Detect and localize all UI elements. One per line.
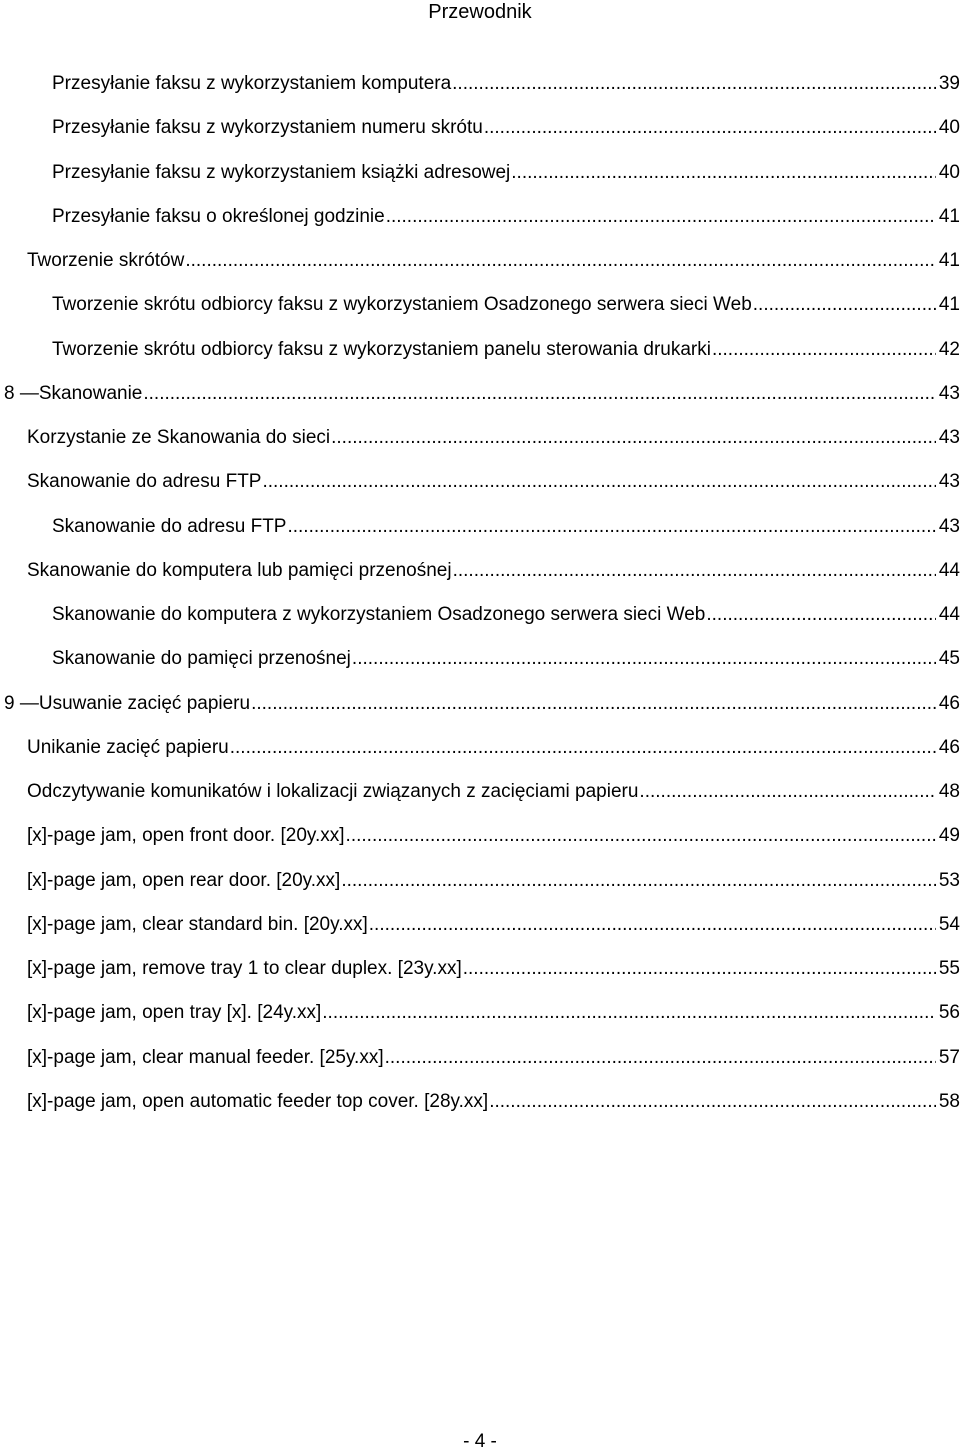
toc-dot-leader [386,195,936,239]
toc-dot-leader [706,593,936,637]
toc-entry[interactable] [27,991,960,1035]
toc-entry[interactable] [52,637,960,681]
toc-entry-page-number: 39 [938,73,960,94]
toc-dot-leader [322,991,936,1035]
toc-dot-leader [453,549,936,593]
toc-entry[interactable] [4,372,960,416]
toc-entry[interactable] [52,62,960,106]
toc-entry-title: [x]-page jam, clear standard bin. [20y.xx] [27,913,368,935]
toc-dot-leader [346,814,936,858]
toc-dot-leader [639,770,935,814]
toc-dot-leader [230,726,936,770]
toc-entry-title: 9 —Usuwanie zacięć papieru [4,692,251,714]
toc-entry[interactable] [27,859,960,903]
toc-entry-page-number: 43 [938,382,960,404]
toc-entry-title: Korzystanie ze Skanowania do sieci [27,427,331,448]
toc-entry-title: Skanowanie do komputera z wykorzystaniem Osadzonego serwera sieci Web [52,604,706,625]
toc-entry[interactable] [52,106,960,150]
toc-dot-leader [385,1036,936,1080]
toc-entry-title: [x]-page jam, open automatic feeder top cover. [28y.xx] [27,1090,489,1112]
toc-entry-page-number: 43 [938,427,960,448]
toc-dot-leader [753,283,936,327]
toc-entry-title: Skanowanie do adresu FTP [52,515,287,537]
toc-entry[interactable] [27,460,960,504]
toc-dot-leader [712,328,936,372]
toc-entry[interactable] [27,549,960,593]
toc-entry-title: 8 —Skanowanie [4,382,143,404]
toc-entry-title: [x]-page jam, open front door. [20y.xx] [27,825,345,847]
toc-entry[interactable] [27,770,960,814]
toc-entry-page-number: 40 [938,117,960,139]
toc-entry-title: Przesyłanie faksu z wykorzystaniem książki adresowej [52,161,511,183]
toc-entry-page-number: 49 [938,825,960,847]
toc-dot-leader [341,859,936,903]
page-number: - 4 - [463,1431,497,1452]
toc-entry[interactable] [27,947,960,991]
toc-entry[interactable] [52,505,960,549]
toc-entry[interactable] [27,416,960,460]
toc-entry-page-number: 45 [938,648,960,670]
toc-entry-page-number: 42 [938,338,960,360]
toc-entry-title: Przesyłanie faksu o określonej godzinie [52,205,385,227]
toc-entry[interactable] [27,903,960,947]
toc-dot-leader [143,372,935,416]
toc-entry-page-number: 41 [938,294,960,316]
toc-dot-leader [352,637,936,681]
toc-entry-title: Przesyłanie faksu z wykorzystaniem komputera [52,73,452,94]
toc-entry-page-number: 48 [938,781,960,802]
toc-entry-page-number: 57 [938,1046,960,1068]
toc-entry-page-number: 41 [938,205,960,227]
toc-entry-page-number: 55 [938,958,960,979]
toc-entry-page-number: 58 [938,1090,960,1112]
page-header-title: Przewodnik [428,1,532,23]
toc-dot-leader [262,460,935,504]
toc-entry[interactable] [52,151,960,195]
toc-entry-page-number: 53 [938,869,960,891]
toc-dot-leader [331,416,936,460]
toc-entry[interactable] [27,814,960,858]
toc-entry[interactable] [52,328,960,372]
toc-entry-title: Skanowanie do pamięci przenośnej [52,648,351,670]
toc-entry-title: Tworzenie skrótu odbiorcy faksu z wykorzystaniem Osadzonego serwera sieci Web [52,294,752,316]
toc-dot-leader [185,239,936,283]
toc-entry-page-number: 56 [938,1002,960,1024]
toc-entry-title: Tworzenie skrótu odbiorcy faksu z wykorzystaniem panelu sterowania drukarki [52,338,711,360]
toc-entry-page-number: 43 [938,471,960,493]
toc-entry[interactable] [52,593,960,637]
toc-entry-title: Skanowanie do komputera lub pamięci przenośnej [27,559,452,581]
toc-entry-title: Unikanie zacięć papieru [27,736,229,758]
toc-entry-page-number: 43 [938,515,960,537]
toc-entry-title: Skanowanie do adresu FTP [27,471,262,493]
toc-entry-page-number: 40 [938,161,960,183]
toc-entry-page-number: 44 [938,559,960,581]
toc-entry-page-number: 54 [938,913,960,935]
toc-entry-title: Odczytywanie komunikatów i lokalizacji związanych z zacięciami papieru [27,781,639,802]
toc-entry[interactable] [52,195,960,239]
toc-entry[interactable] [27,239,960,283]
toc-entry[interactable] [52,283,960,327]
toc-dot-leader [511,151,936,195]
toc-entry-title: Tworzenie skrótów [27,250,185,271]
toc-dot-leader [489,1080,936,1124]
toc-entry-title: [x]-page jam, open rear door. [20y.xx] [27,869,341,891]
toc-entry[interactable] [27,726,960,770]
toc-entry[interactable] [27,1036,960,1080]
toc-entry[interactable] [4,682,960,726]
toc-entry-title: [x]-page jam, open tray [x]. [24y.xx] [27,1002,322,1024]
toc-dot-leader [484,106,936,150]
toc-entry-title: Przesyłanie faksu z wykorzystaniem numeru skrótu [52,117,483,139]
toc-entry-title: [x]-page jam, remove tray 1 to clear duplex. [23y.xx] [27,958,462,979]
toc-dot-leader [452,62,936,106]
toc-entry-page-number: 44 [938,604,960,625]
toc-dot-leader [251,682,936,726]
toc-entry[interactable] [27,1080,960,1124]
toc-entry-page-number: 46 [938,736,960,758]
toc-dot-leader [463,947,936,991]
toc-dot-leader [369,903,936,947]
toc-dot-leader [287,505,935,549]
toc-entry-title: [x]-page jam, clear manual feeder. [25y.xx] [27,1046,384,1068]
toc-entry-page-number: 46 [938,692,960,714]
toc-entry-page-number: 41 [938,250,960,271]
